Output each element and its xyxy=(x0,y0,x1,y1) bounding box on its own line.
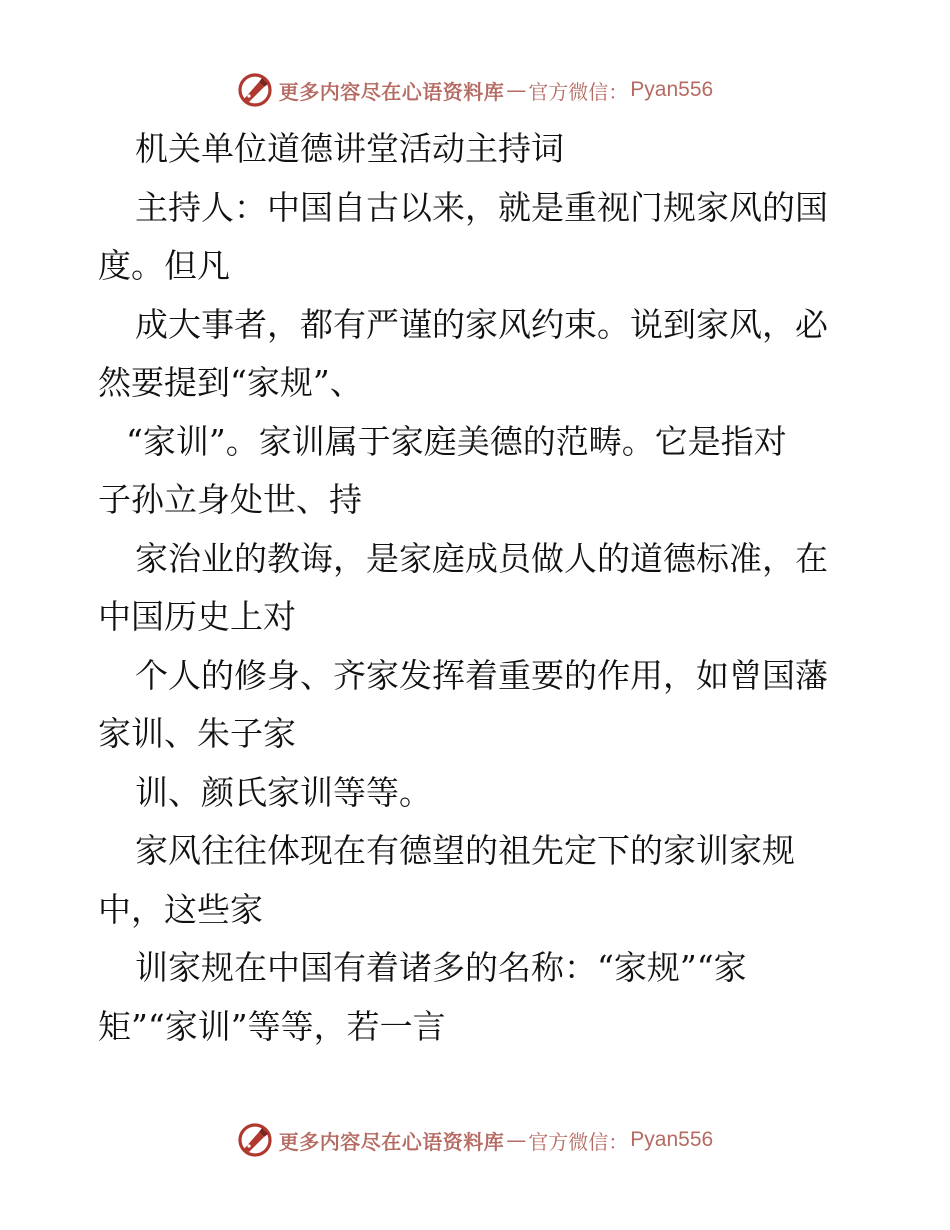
text-line: 训家规在中国有着诸多的名称：“家规”“家 xyxy=(135,948,747,987)
watermark-wechat-id: Pyan556 xyxy=(630,1128,714,1151)
document-title: 机关单位道德讲堂活动主持词 xyxy=(135,129,564,168)
header-watermark xyxy=(0,70,950,110)
text-line: 个人的修身、齐家发挥着重要的作用，如曾国藩 xyxy=(135,655,828,695)
text-line: 家治业的教诲，是家庭成员做人的道德标准，在 xyxy=(135,538,828,578)
watermark-text: 更多内容尽在心语资料库 xyxy=(278,1129,505,1154)
footer-watermark xyxy=(0,1120,950,1160)
text-line: 矩”“家训”等等，若一言 xyxy=(98,1006,446,1046)
watermark-label: 官方微信： xyxy=(528,1129,629,1154)
watermark-label: 官方微信： xyxy=(528,79,629,104)
watermark-wechat-id: Pyan556 xyxy=(630,78,714,101)
document-body xyxy=(98,120,858,1056)
text-line: 然要提到“家规”、 xyxy=(98,363,363,402)
text-line: 中，这些家 xyxy=(98,889,263,929)
text-line: 主持人：中国自古以来，就是重视门规家风的国 xyxy=(135,187,828,227)
watermark-text: 更多内容尽在心语资料库 xyxy=(278,79,505,104)
text-line: 训、颜氏家训等等。 xyxy=(135,772,432,812)
pen-logo-icon xyxy=(237,1122,273,1158)
text-line: 中国历史上对 xyxy=(98,597,296,636)
text-line: 家风往往体现在有德望的祖先定下的家训家规 xyxy=(135,831,795,870)
text-line: “家训”。家训属于家庭美德的范畴。它是指对 xyxy=(126,421,787,461)
pen-logo-icon xyxy=(237,72,273,108)
text-line: 成大事者，都有严谨的家风约束。说到家风，必 xyxy=(135,304,828,344)
watermark-dash: — xyxy=(506,1128,527,1152)
watermark-dash: — xyxy=(506,78,527,102)
text-line: 家训、朱子家 xyxy=(98,714,296,753)
text-line: 子孙立身处世、持 xyxy=(98,480,362,519)
text-line: 度。但凡 xyxy=(98,246,230,285)
